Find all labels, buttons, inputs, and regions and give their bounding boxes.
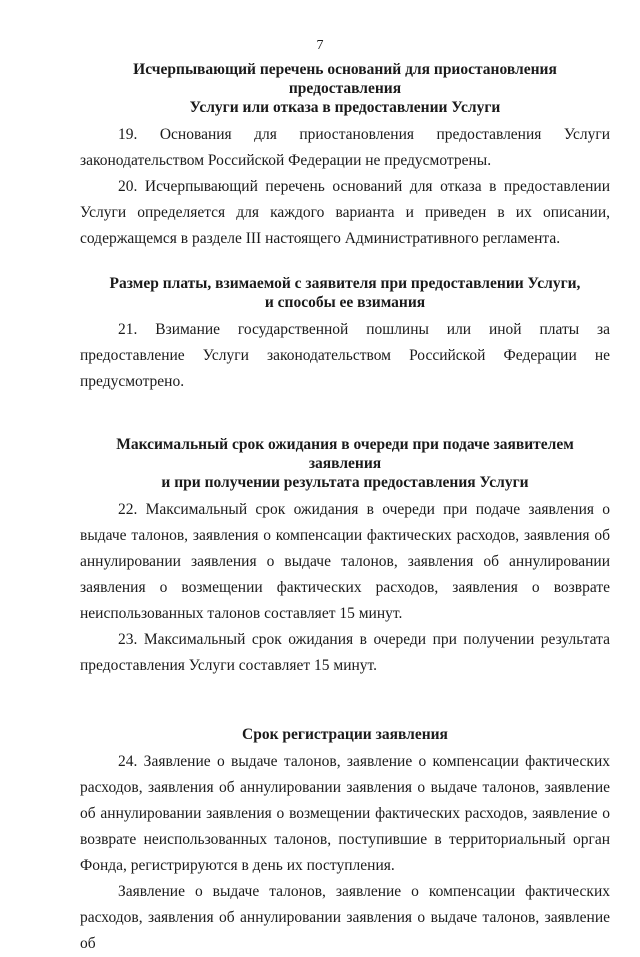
section-suspension-grounds [80,60,610,252]
paragraph-continuation: Заявление о выдаче талонов, заявление о компенсации фактических расходов, заявления об аннулировании заявления о выдаче талонов, заявление об [80,883,610,952]
paragraph-24: 24. Заявление о выдаче талонов, заявление о компенсации фактических расходов, заявления об аннулировании заявления о выдаче талонов, заявление об аннулировании заявления о возмещении фактических расходов, заявление о возврате неиспользованных талонов, поступившие в территориальный орган Фонда, регистрируются в день их поступления. [80,753,610,874]
section-fee [80,274,610,395]
heading-line: Срок регистрации заявления [242,726,448,743]
section-heading [80,274,610,312]
section-heading [80,60,610,117]
section-queue-time [80,435,610,679]
section-heading [80,435,610,492]
section-registration [80,725,610,957]
page-number: 7 [316,38,324,53]
heading-line: Максимальный срок ожидания в очереди при подаче заявителем заявления [116,436,574,472]
section-heading [80,725,610,744]
paragraph-23: 23. Максимальный срок ожидания в очереди при получении результата предоставления Услуги составляет 15 минут. [80,631,610,674]
paragraph-19: 19. Основания для приостановления предоставления Услуги законодательством Российской Федерации не предусмотрены. [80,126,610,169]
paragraph-20: 20. Исчерпывающий перечень оснований для отказа в предоставлении Услуги определяется для каждого варианта и приведен в их описании, содержащемся в разделе III настоящего Административного регламента. [80,178,610,247]
heading-line: Исчерпывающий перечень оснований для приостановления предоставления [133,61,557,97]
heading-line: Услуги или отказа в предоставлении Услуги [189,99,501,116]
paragraph-22: 22. Максимальный срок ожидания в очереди при подаче заявления о выдаче талонов, заявления о компенсации фактических расходов, заявления об аннулировании заявления о выдаче талонов, заявления об аннулировании заявления о возмещении фактических расходов, заявления о возврате неиспользованных талонов составляет 15 минут. [80,501,610,622]
heading-line: Размер платы, взимаемой с заявителя при предоставлении Услуги, [109,275,581,292]
heading-line: и при получении результата предоставления Услуги [161,474,529,491]
paragraph-21: 21. Взимание государственной пошлины или иной платы за предоставление Услуги законодательством Российской Федерации не предусмотрено. [80,321,610,390]
document-body [80,60,610,957]
heading-line: и способы ее взимания [264,294,426,311]
